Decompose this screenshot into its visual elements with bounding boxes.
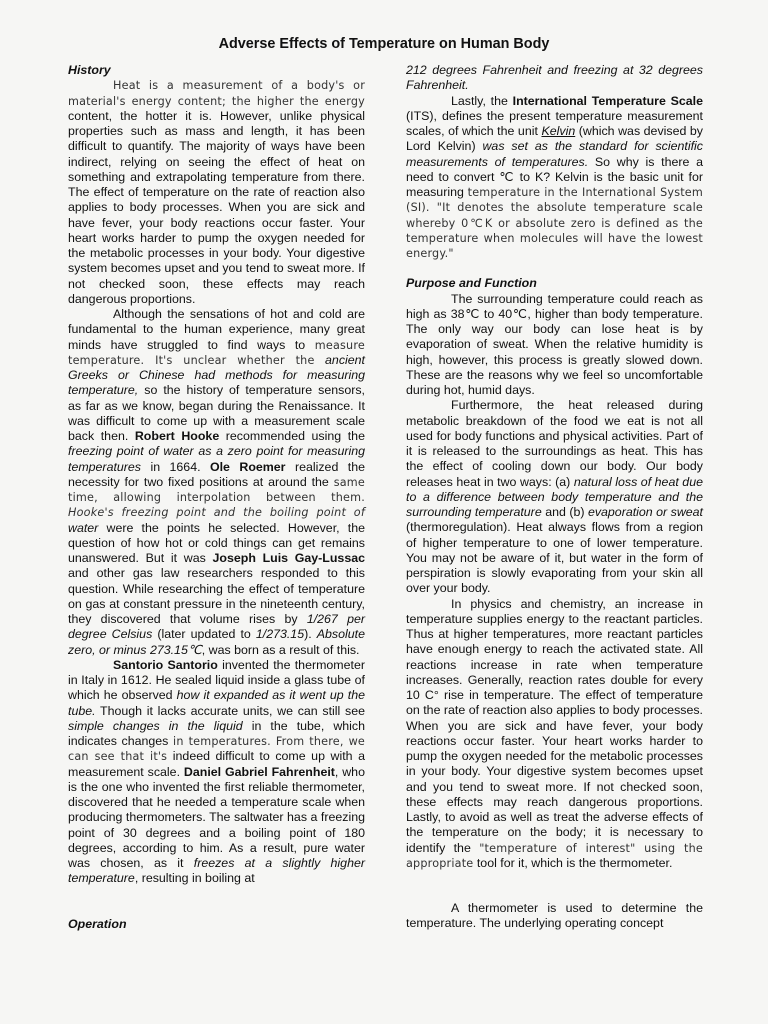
right-column <box>406 63 703 932</box>
history-heading: History <box>68 63 111 77</box>
page-title: Adverse Effects of Temperature on Human Body <box>218 36 550 52</box>
history-paragraph-3: Santorio Santorio invented the thermometer in Italy in 1612. He sealed liquid inside a glass tube of which he observed how it expanded as it went up the tube. Though it lacks accurate units, we can still see simple changes in the liquid in the tube, which indicates changes in temperatures. From there, we can see that it's indeed difficult to come up with a measurement scale. Daniel Gabriel Fahrenheit, who is the one who invented the first reliable thermometer, discovered that he needed a temperature scale when producing thermometers. The saltwater has a freezing point of 30 degrees and a boiling point of 180 degrees, according to him. As a result, pure water was chosen, as it freezes at a slightly higher temperature, resulting in boiling at <box>68 657 366 886</box>
history-paragraph-2: Although the sensations of hot and cold are fundamental to the human experience, many great minds have struggled to find ways to measure temperature. It's unclear whether the ancient Greeks or Chinese had methods for measuring temperature, so the history of temperature sensors, as far as we know, began during the Renaissance. It was difficult to come up with a measurement scale back then. Robert Hooke recommended using the freezing point of water as a zero point for measuring temperatures in 1664. Ole Roemer realized the necessity for two fixed positions at around the same time, allowing interpolation between them. Hooke's freezing point and the boiling point of water were the points he selected. However, the question of how hot or cold things can get remains unanswered. But it was Joseph Luis Gay-Lussac and other gas law researchers responded to this question. While researching the effect of temperature on gas at constant pressure in the nineteenth century, they discovered that volume rises by 1/267 per degree Celsius (later updated to 1/273.15). Absolute zero, or minus 273.15℃, was born as a result of this. <box>68 307 365 657</box>
left-column <box>68 63 365 932</box>
purpose-paragraph-1: The surrounding temperature could reach as high as 38℃ to 40℃, higher than body temperature. The only way our body can lose heat is by evaporation of sweat. When the relative humidity is high, however, this process is greatly slowed down. These are the reasons why we feel so uncomfortable during hot, humid days. <box>406 291 703 397</box>
history-paragraph-1: Heat is a measurement of a body's or material's energy content; the higher the energy content, the hotter it is. However, unlike physical properties such as mass and length, it has been difficult to quantify. The majority of ways have been indirect, relying on seeing the effect of heat on something and extrapolating temperature from there. The effect of temperature on the rate of reaction also applies to body processes. When you are sick and have fever, your body reactions occur faster. Your heart works harder to pump the oxygen needed for the metabolic processes in your body. Your digestive system becomes upset and you tend to sweat more. If not checked soon, these effects may reach dangerous proportions. <box>68 79 365 306</box>
purpose-paragraph-3: In physics and chemistry, an increase in temperature supplies energy to the reactant particles. Thus at higher temperatures, more reactant particles have enough energy to reach the activated state. All reactions increase in rate when temperature increases. Generally, reaction rates double for every 10 C° rise in temperature. The effect of temperature on the rate of reaction also applies to body processes. When you are sick and have fever, your body reactions occur faster. Your heart works harder to pump the oxygen needed for the metabolic processes in your body. Your digestive system becomes upset and you tend to sweat more. If not checked soon, these effects may reach dangerous proportions. Lastly, to avoid as well as treat the adverse effects of the temperature on the body; it is necessary to identify the "temperature of interest" using the appropriate tool for it, which is the thermometer. <box>406 596 703 870</box>
purpose-paragraph-2: Furthermore, the heat released during metabolic breakdown of the food we eat is not all used for body functions and physical activities. Part of it is released to the surroundings as heat. This has the effect of cooling down our body. Our body releases heat in two ways: (a) natural loss of heat due to a difference between body temperature and the surrounding temperature and (b) evaporation or sweat (thermoregulation). Heat always flows from a region of higher temperature to one of lower temperature. You may not be aware of it, but water in the form of perspiration is slowly evaporating from your skin all over your body. <box>406 398 703 596</box>
operation-heading: Operation <box>68 916 127 931</box>
right-paragraph-2: Lastly, the International Temperature Scale (ITS), defines the present temperature measurement scales, of which the unit Kelvin (which was devised by Lord Kelvin) was set as the standard for scientific measurements of temperatures. So why is there a need to convert ℃ to K? Kelvin is the basic unit for measuring temperature in the International System (SI). "It denotes the absolute temperature scale whereby 0℃K or absolute zero is defined as the temperature when molecules will have the lowest energy." <box>406 93 703 260</box>
operation-paragraph: A thermometer is used to determine the temperature. The underlying operating concept <box>406 901 703 931</box>
purpose-heading: Purpose and Function <box>406 276 537 291</box>
right-paragraph-1: 212 degrees Fahrenheit and freezing at 32 degrees Fahrenheit. <box>406 63 703 93</box>
kelvin-term: Kelvin <box>541 124 576 138</box>
